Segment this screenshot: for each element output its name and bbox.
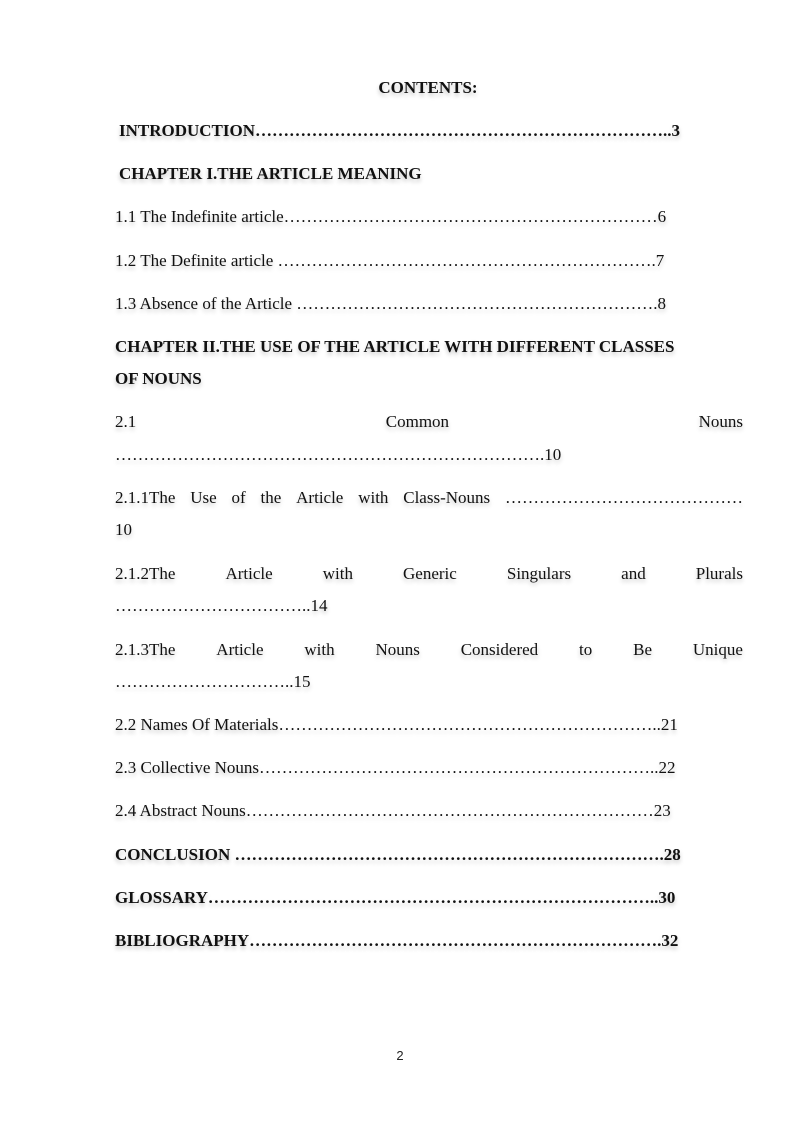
toc-entry-2-1-2-line-2: ……………………………..14 [115, 596, 328, 615]
toc-word: Considered [460, 640, 539, 659]
toc-entry-1-3: 1.3 Absence of the Article ……………………………………………………….8 [115, 294, 667, 313]
toc-word: with [322, 564, 353, 583]
toc-entry-1-2: 1.2 The Definite article ………………………………………………………….7 [115, 251, 665, 270]
toc-word: Class-Nouns [403, 488, 491, 507]
contents-heading: CONTENTS: [378, 78, 478, 97]
toc-word: 2.1 [115, 412, 137, 431]
toc-entry-1-1: 1.1 The Indefinite article…………………………………………………………6 [115, 207, 667, 226]
toc-word: Article [225, 564, 273, 583]
toc-word: with [358, 488, 389, 507]
toc-word: Plurals [695, 564, 743, 583]
toc-word: Article [296, 488, 344, 507]
toc-entry-glossary: GLOSSARY……………………………………………………………………..30 [115, 888, 676, 907]
toc-word: …………………………………… [504, 488, 743, 507]
toc-entry-chapter-1: CHAPTER I.THE ARTICLE MEANING [119, 164, 422, 183]
toc-word: Be [633, 640, 652, 659]
toc-entry-2-1-3-line-1 [115, 640, 743, 660]
toc-word: 2.1.1The [115, 488, 176, 507]
toc-entry-chapter-2-line-2: OF NOUNS [115, 369, 202, 388]
toc-entry-2-1-line-2: ………………………………………………………………….10 [115, 445, 562, 464]
toc-word: Unique [692, 640, 743, 659]
toc-word: Use [190, 488, 217, 507]
toc-entry-2-1-1-line-1 [115, 488, 743, 508]
toc-word: with [304, 640, 335, 659]
toc-entry-introduction: INTRODUCTION………………………………………………………………..3 [119, 121, 681, 140]
toc-word: the [260, 488, 282, 507]
toc-entry-chapter-2-line-1: CHAPTER II.THE USE OF THE ARTICLE WITH DIFFERENT CLASSES [115, 337, 675, 356]
toc-word: Singulars [506, 564, 572, 583]
toc-word: Nouns [375, 640, 420, 659]
toc-entry-2-3: 2.3 Collective Nouns……………………………………………………………..22 [115, 758, 676, 777]
page-number: 2 [396, 1048, 404, 1063]
toc-entry-2-1-3-line-2: …………………………..15 [115, 672, 311, 691]
toc-word: Generic [403, 564, 457, 583]
toc-word: 2.1.2The [115, 564, 176, 583]
toc-word: to [579, 640, 593, 659]
toc-entry-bibliography: BIBLIOGRAPHY……………………………………………………………….32 [115, 931, 679, 950]
toc-entry-conclusion: CONCLUSION ………………………………………………………………….28 [115, 845, 681, 864]
toc-word: and [621, 564, 646, 583]
toc-word: 2.1.3The [115, 640, 176, 659]
toc-word: Nouns [698, 412, 743, 431]
toc-entry-2-1-line-1 [115, 412, 743, 432]
toc-entry-2-1-1-line-2: 10 [115, 520, 132, 539]
toc-word: of [231, 488, 246, 507]
toc-entry-2-1-2-line-1 [115, 564, 743, 584]
toc-word: Article [216, 640, 264, 659]
toc-entry-2-2: 2.2 Names Of Materials…………………………………………………………..21 [115, 715, 678, 734]
toc-entry-2-4: 2.4 Abstract Nouns………………………………………………………………23 [115, 801, 671, 820]
toc-word: Common [385, 412, 450, 431]
